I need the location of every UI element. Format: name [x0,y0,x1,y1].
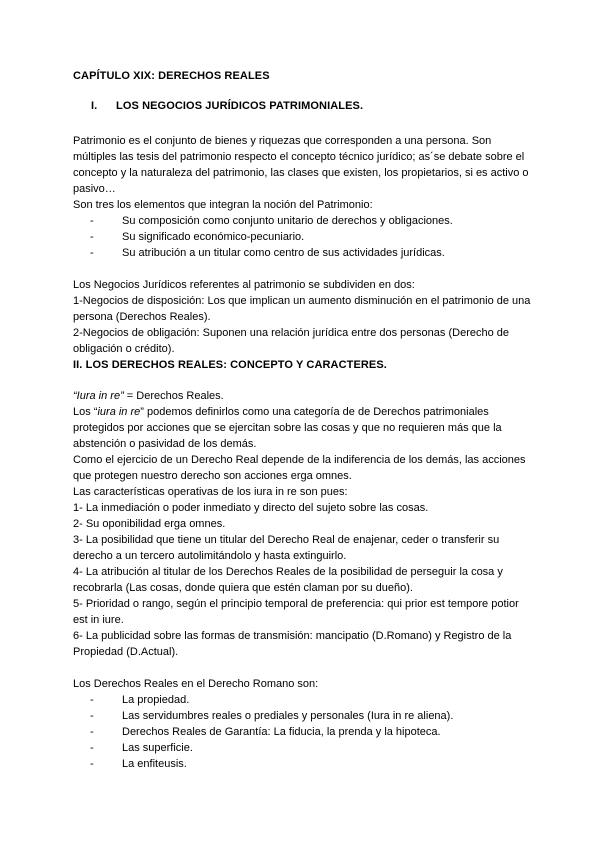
list-item: - Derechos Reales de Garantía: La fiducia, la prenda y la hipoteca. [90,726,441,738]
section-2-body [73,388,533,772]
dash-marker: - [90,231,94,243]
dash-marker: - [90,215,94,227]
list-item: - La enfiteusis. [90,758,187,770]
chapter-title: CAPÍTULO XIX: DERECHOS REALES [73,70,270,82]
patrimonio-paragraph: Patrimonio es el conjunto de bienes y riquezas que corresponden a una persona. Son múltiples las tesis del patrimonio respecto el concepto técnico jurídico; as´se debate sobre el concepto y la naturaleza del patrimonio, las clases que existen, los propietarios, si es activo o pasivo… [73,135,529,195]
section-1-number: I. [91,100,98,112]
section-1-body [73,133,533,357]
iura-term: “Iura in re” [73,390,124,402]
section-2-heading: II. LOS DERECHOS REALES: CONCEPTO Y CARACTERES. [73,359,387,371]
list-item: - La propiedad. [90,694,190,706]
list-item: - Su atribución a un titular como centro de sus actividades jurídicas. [90,247,445,259]
list-item: - Las servidumbres reales o prediales y personales (Iura in re aliena). [90,710,454,722]
list-item: - Su significado económico-pecuniario. [90,231,305,243]
dash-marker: - [90,694,94,706]
caracteristicas-intro: Las características operativas de los iura in re son pues: [73,486,348,498]
negocios-intro: Los Negocios Jurídicos referentes al patrimonio se subdividen en dos: [73,279,415,291]
dash-marker: - [90,742,94,754]
dash-marker: - [90,758,94,770]
dash-marker: - [90,247,94,259]
caracteristica-item: 1- La inmediación o poder inmediato y directo del sujeto sobre las cosas. [73,502,429,514]
dash-marker: - [90,710,94,722]
section-1-title: LOS NEGOCIOS JURÍDICOS PATRIMONIALES. [116,100,364,112]
list-item: - Su composición como conjunto unitario de derechos y obligaciones. [90,215,453,227]
ejercicio-paragraph: Como el ejercicio de un Derecho Real depende de la indiferencia de los demás, las acciones que protegen nuestro derecho son acciones erga omnes. [73,454,526,482]
elements-intro: Son tres los elementos que integran la noción del Patrimonio: [73,199,373,211]
elements-list [73,213,533,261]
caracteristica-item: 4- La atribución al titular de los Derechos Reales de la posibilidad de perseguir la cosa y recobrarla (Las cosas, donde quiera que estén claman por su dueño). [73,566,503,594]
romano-list [73,692,533,772]
iura-in-re-line: “Iura in re” = Derechos Reales. [73,390,224,402]
dash-marker: - [90,726,94,738]
negocio-obligacion: 2-Negocios de obligación: Suponen una relación jurídica entre dos personas (Derecho de obligación o crédito). [73,327,509,355]
caracteristica-item: 3- La posibilidad que tiene un titular del Derecho Real de enajenar, ceder o transferir su derecho a un tercero autolimitándolo y hasta extinguirlo. [73,534,500,562]
list-item: - Las superficie. [90,742,193,754]
caracteristica-item: 6- La publicidad sobre las formas de transmisión: mancipatio (D.Romano) y Registro de la Propiedad (D.Actual). [73,630,512,658]
section-1-heading [91,100,363,112]
iura-term-inline: iura in re [97,406,141,418]
caracteristica-item: 5- Prioridad o rango, según el principio temporal de preferencia: qui prior est tempore potior est in iure. [73,598,519,626]
romano-intro: Los Derechos Reales en el Derecho Romano son: [73,678,319,690]
negocio-disposicion: 1-Negocios de disposición: Los que implican un aumento disminución en el patrimonio de una persona (Derechos Reales). [73,295,531,323]
caracteristica-item: 2- Su oponibilidad erga omnes. [73,518,226,530]
definition-paragraph: Los “iura in re” podemos definirlos como una categoría de de Derechos patrimoniales protegidos por acciones que se ejercitan sobre las cosas y que no requieren más que la abstención o pasividad de los demás. [73,406,502,450]
